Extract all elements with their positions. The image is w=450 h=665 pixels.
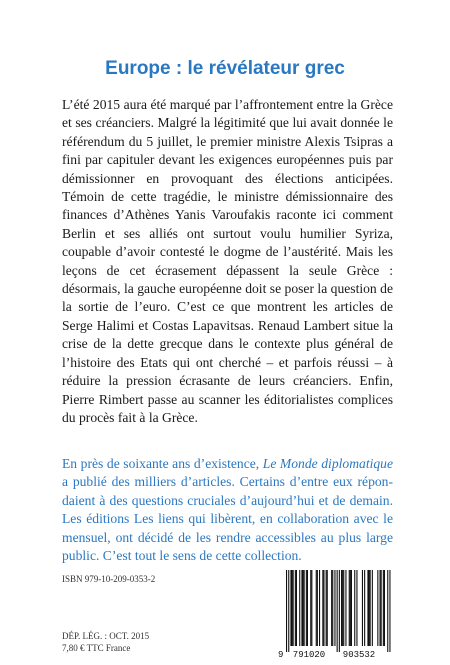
- barcode-bar: [351, 570, 352, 646]
- barcode-bar: [299, 570, 300, 646]
- barcode-bar: [326, 570, 327, 646]
- barcode-bar: [343, 570, 344, 646]
- collection-text-start: En près de soixante ans d’existence,: [62, 456, 263, 471]
- barcode-bar: [322, 570, 323, 646]
- barcode-bar: [306, 570, 307, 646]
- barcode-bar: [342, 570, 343, 646]
- barcode-left-group: 791020: [292, 650, 326, 660]
- barcode-bar: [350, 570, 351, 646]
- barcode-bar: [383, 570, 384, 646]
- isbn-label: ISBN 979-10-209-0353-2: [62, 574, 156, 584]
- barcode-bar: [323, 570, 324, 646]
- barcode-bar: [319, 570, 320, 646]
- collection-publication-name: Le Monde diplomatique: [262, 456, 393, 471]
- barcode-bar: [362, 570, 363, 646]
- book-title: Europe : le révélateur grec: [105, 58, 345, 79]
- barcode-bar: [384, 570, 385, 646]
- barcode-bar: [334, 570, 335, 646]
- price-label: 7,80 € TTC France: [62, 643, 131, 653]
- barcode-bar: [310, 570, 311, 646]
- barcode-first-digit: 9: [278, 650, 284, 660]
- barcode-bar: [337, 570, 338, 652]
- barcode-bar: [301, 570, 302, 646]
- barcode-bar: [345, 570, 346, 646]
- barcode-bar: [311, 570, 312, 646]
- barcode-bars: [286, 570, 391, 652]
- legal-info: [62, 630, 149, 654]
- back-cover-summary: L’été 2015 aura été marqué par l’affrontement entre la Grèce et ses créanciers. Malgré la légitimité que lui avait donnée le référendum du 5 juillet, le premier ministre Alexis Tsipras a fini par capituler devant les exigences européennes puis par démissionner en provoquant des élections anticipées. Témoin de cette tragédie, le ministre démissionnaire des finances d’Athènes Yanis Varoufakis raconte ici comment Berlin et ses alliés ont surtout voulu humilier Syriza, coupable d’avoir contesté le dogme de l’austérité. Mais les leçons de cet écrasement dépassent la seule Grèce : désormais, la gauche européenne doit se poser la question de la sortie de l’euro. C’est ce que montrent les articles de Serge Halimi et Costas Lapavitsas. Renaud Lambert situe la crise de la dette grecque dans le contexte plus général de l’histoire des Etats qui ont cherché – et parfois réussi – à réduire la pression écrasante de leurs créanciers. Enfin, Pierre Rimbert passe au scanner les éditorialistes complices du procès fait à la Grèce.: [62, 97, 393, 425]
- barcode-bar: [304, 570, 305, 646]
- barcode-graphic: [276, 568, 396, 660]
- collection-text-end: a publié des milliers d’articles. Certains d’entre eux répondaient à des questions cruciales d’aujourd’hui et de demain. Les éditions Les liens qui libèrent, en collaboration avec le mensuel, ont décidé de les rendre accessibles au plus large public. C’est tout le sens de cette collection.: [62, 474, 393, 564]
- barcode-bar: [286, 570, 287, 652]
- barcode-bar: [377, 570, 378, 646]
- depot-legal: DÉP. LÉG. : OCT. 2015: [62, 631, 150, 641]
- barcode-bar: [356, 570, 357, 646]
- barcode-bar: [295, 570, 296, 646]
- barcode-bar: [387, 570, 388, 652]
- barcode-bar: [354, 570, 355, 646]
- barcode-bar: [349, 570, 350, 646]
- barcode-bar: [307, 570, 308, 646]
- barcode-bar: [296, 570, 297, 646]
- barcode-bar: [341, 570, 342, 646]
- barcode-bar: [331, 570, 332, 646]
- barcode-bar: [288, 570, 289, 652]
- barcode: [276, 568, 396, 660]
- barcode-bar: [370, 570, 371, 646]
- barcode-bar: [292, 570, 293, 646]
- barcode-bar: [290, 570, 291, 646]
- collection-description: [62, 455, 393, 565]
- barcode-bar: [369, 570, 370, 646]
- barcode-bar: [389, 570, 390, 652]
- barcode-bar: [316, 570, 317, 646]
- barcode-right-group: 903532: [342, 650, 376, 660]
- barcode-bar: [380, 570, 381, 646]
- barcode-bar: [339, 570, 340, 652]
- barcode-bar: [364, 570, 365, 646]
- barcode-bar: [317, 570, 318, 646]
- barcode-bar: [293, 570, 294, 646]
- barcode-bar: [381, 570, 382, 646]
- barcode-bar: [372, 570, 373, 646]
- barcode-bar: [303, 570, 304, 646]
- barcode-bar: [332, 570, 333, 646]
- barcode-bar: [367, 570, 368, 646]
- barcode-bar: [327, 570, 328, 646]
